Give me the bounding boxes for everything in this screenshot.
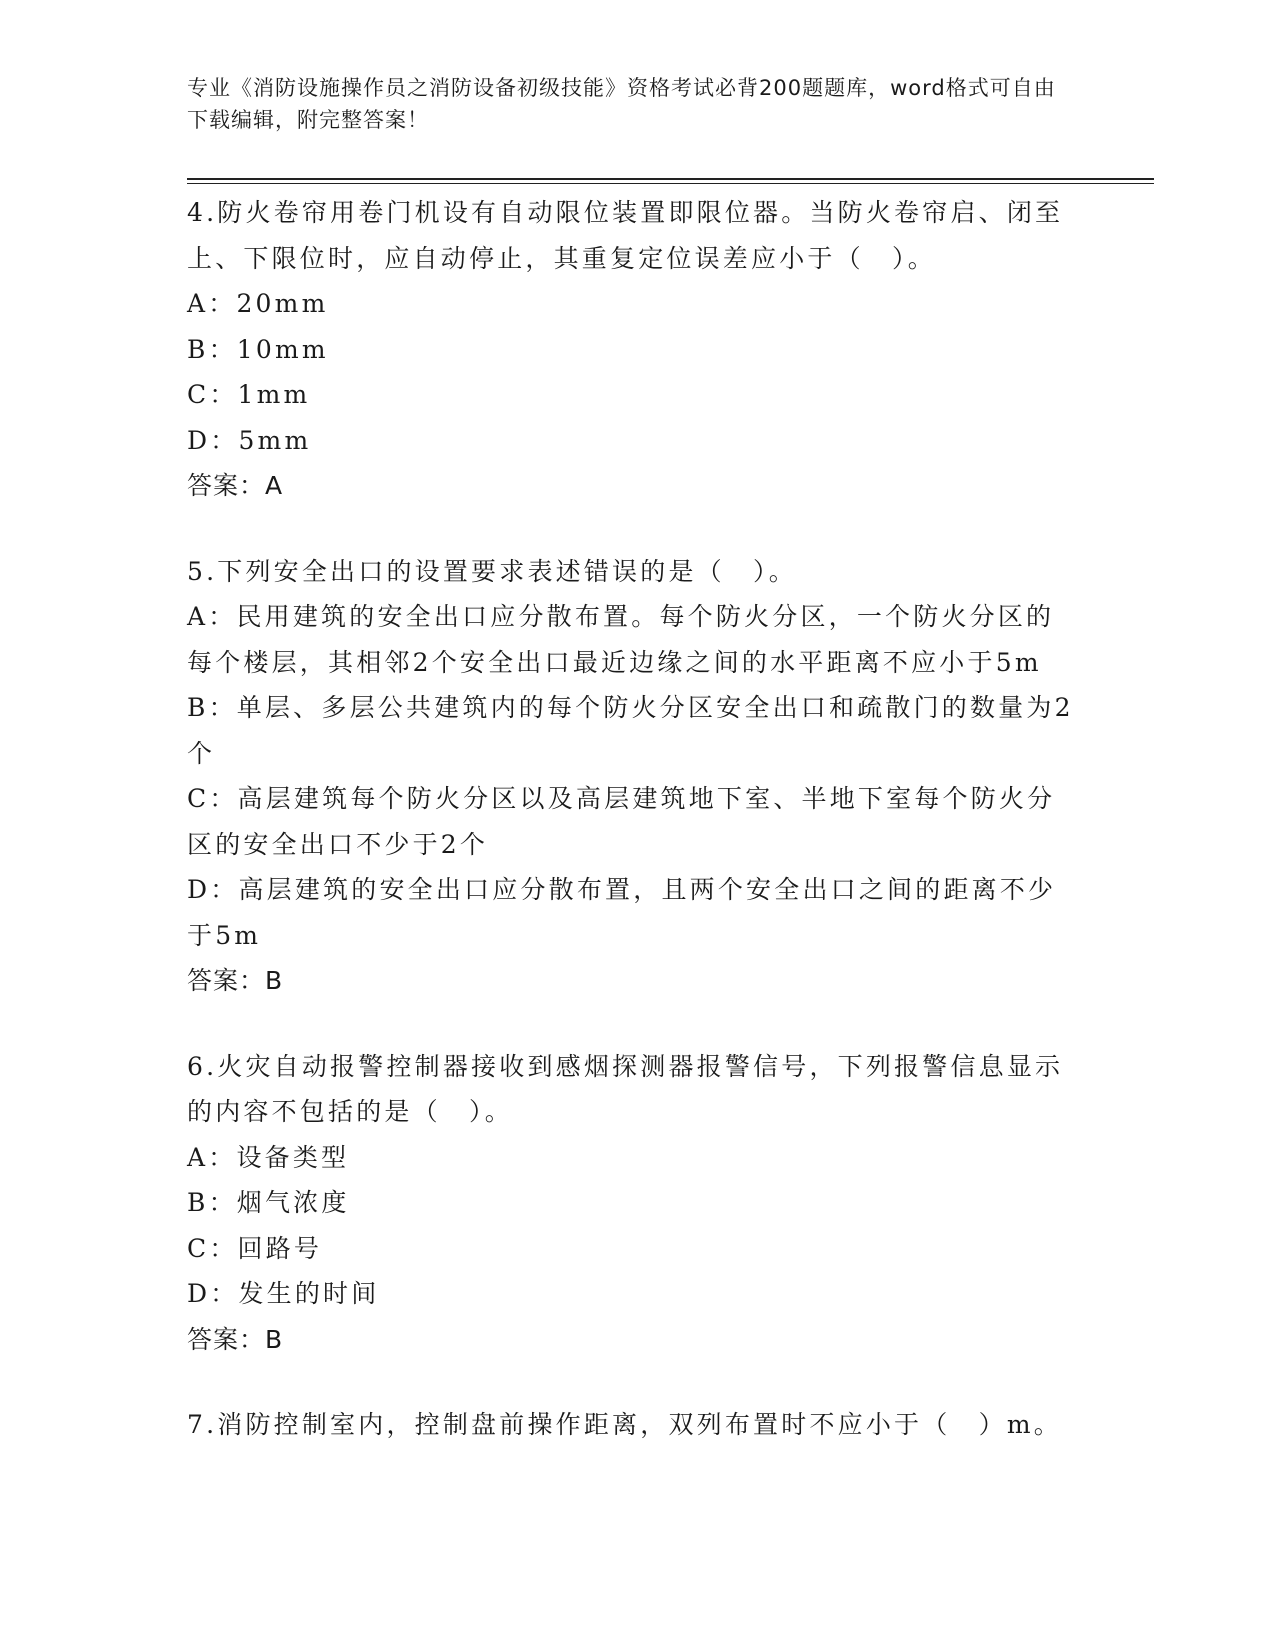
document-header: 专业《消防设施操作员之消防设备初级技能》资格考试必背200题题库，word格式可自由下载编辑，附完整答案！ (187, 76, 1056, 132)
option-b: B：烟气浓度 (187, 1188, 350, 1217)
answer: 答案：B (187, 1324, 284, 1354)
option-b: B：10mm (187, 334, 329, 364)
question-stem: 7.消防控制室内，控制盘前操作距离，双列布置时不应小于（ ）m。 (187, 1410, 1062, 1439)
option-c: C：回路号 (187, 1233, 323, 1263)
option-a: A：20mm (187, 289, 329, 318)
question-list (187, 190, 1077, 1448)
header-rule-thin (187, 183, 1154, 184)
question-stem: 5.下列安全出口的设置要求表述错误的是（ ）。 (187, 556, 797, 586)
header-rule-thick (187, 178, 1154, 180)
question-spacer (187, 509, 1077, 549)
option-c: C：高层建筑每个防火分区以及高层建筑地下室、半地下室每个防火分区的安全出口不少于2个 (187, 784, 1056, 859)
question-4 (187, 190, 1077, 509)
option-a: A：设备类型 (187, 1142, 350, 1172)
question-stem: 6.火灾自动报警控制器接收到感烟探测器报警信号，下列报警信息显示的内容不包括的是（ ）。 (187, 1051, 1064, 1126)
option-a: A：民用建筑的安全出口应分散布置。每个防火分区，一个防火分区的每个楼层，其相邻2个安全出口最近边缘之间的水平距离不应小于5m (187, 602, 1055, 677)
question-spacer (187, 1004, 1077, 1044)
option-d: D：发生的时间 (187, 1279, 380, 1308)
question-spacer (187, 1362, 1077, 1402)
option-d: D：5mm (187, 425, 312, 455)
option-b: B：单层、多层公共建筑内的每个防火分区安全出口和疏散门的数量为2个 (187, 693, 1074, 768)
question-6 (187, 1044, 1077, 1363)
option-c: C：1mm (187, 380, 311, 409)
answer: 答案：B (187, 966, 284, 995)
option-d: D：高层建筑的安全出口应分散布置，且两个安全出口之间的距离不少于5m (187, 875, 1057, 950)
answer: 答案：A (187, 471, 284, 500)
question-7 (187, 1402, 1077, 1448)
question-5 (187, 549, 1077, 1004)
question-stem: 4.防火卷帘用卷门机设有自动限位装置即限位器。当防火卷帘启、闭至上、下限位时，应自动停止，其重复定位误差应小于（ ）。 (187, 198, 1064, 273)
